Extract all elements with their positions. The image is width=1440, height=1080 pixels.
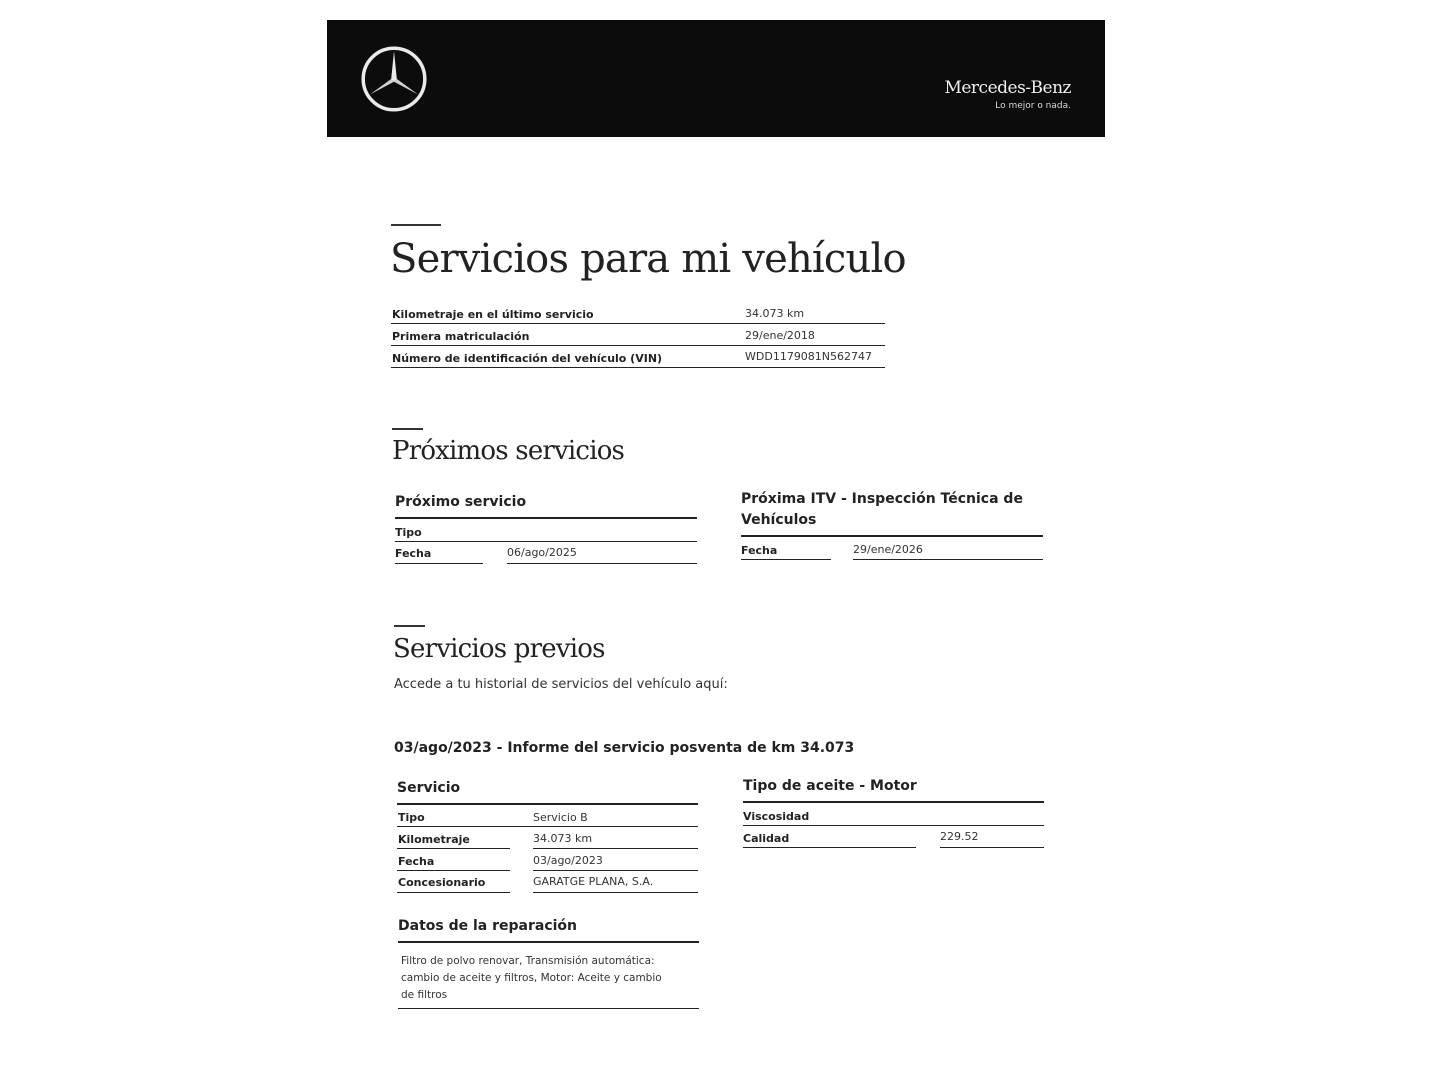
brand-slogan: Lo mejor o nada. [995,101,1071,111]
upcoming-title: Próximos servicios [392,436,625,466]
row-divider [391,345,885,346]
section-dash [394,625,425,627]
service-dealer-label: Concesionario [398,876,486,889]
service-mileage-value: 34.073 km [533,832,593,845]
report-title: 03/ago/2023 - Informe del servicio posventa de km 34.073 [394,740,855,756]
next-service-date-value: 06/ago/2025 [507,546,577,559]
service-date-value: 03/ago/2023 [533,854,603,867]
service-heading: Servicio [397,780,461,796]
repair-line: de filtros [401,989,448,1001]
oil-viscosity-label: Viscosidad [743,810,810,823]
repair-line: Filtro de polvo renovar, Transmisión automática: [401,955,655,967]
row-divider [397,848,510,849]
itv-date-label: Fecha [741,544,778,557]
vin-value: WDD1179081N562747 [745,350,873,363]
itv-date-value: 29/ene/2026 [853,543,923,556]
row-divider [741,559,831,560]
oil-quality-value: 229.52 [940,830,979,843]
mercedes-star-logo-icon [359,44,429,114]
service-date-label: Fecha [398,855,435,868]
row-divider [391,367,885,368]
next-service-heading: Próximo servicio [395,494,527,510]
repair-heading: Datos de la reparación [398,918,577,934]
row-divider [391,323,885,324]
next-service-type-label: Tipo [395,526,422,539]
first-registration-label: Primera matriculación [392,330,530,343]
previous-intro: Accede a tu historial de servicios del vehículo aquí: [394,677,728,692]
row-divider [397,870,510,871]
mileage-value: 34.073 km [745,307,805,320]
repair-line: cambio de aceite y filtros, Motor: Aceite y cambio [401,972,662,984]
next-service-date-label: Fecha [395,547,432,560]
row-divider [397,892,510,893]
brand-wordmark [944,78,1071,111]
service-dealer-value: GARATGE PLANA, S.A. [533,875,654,888]
previous-title: Servicios previos [393,634,605,664]
row-divider [398,1008,699,1009]
row-divider [940,847,1044,848]
row-divider [397,826,698,827]
row-divider [533,848,698,849]
header-banner [327,20,1105,137]
itv-heading-line2: Vehículos [741,512,817,528]
row-divider [533,870,698,871]
row-divider [395,541,697,542]
row-divider [533,892,698,893]
heading-divider [743,801,1044,803]
heading-divider [397,803,698,805]
section-dash [392,428,423,430]
page-title: Servicios para mi vehículo [390,236,906,282]
vin-label: Número de identificación del vehículo (VIN) [392,352,663,365]
row-divider [743,825,1044,826]
brand-name: Mercedes-Benz [944,78,1071,98]
service-mileage-label: Kilometraje [398,833,470,846]
itv-heading-line1: Próxima ITV - Inspección Técnica de [741,491,1023,507]
section-dash [391,224,441,226]
service-type-value: Servicio B [533,811,588,824]
first-registration-value: 29/ene/2018 [745,329,815,342]
mileage-label: Kilometraje en el último servicio [392,308,594,321]
row-divider [743,847,916,848]
oil-quality-label: Calidad [743,832,790,845]
heading-divider [398,941,699,943]
oil-heading: Tipo de aceite - Motor [743,778,917,794]
heading-divider [741,535,1043,537]
heading-divider [395,517,697,519]
row-divider [853,559,1043,560]
service-type-label: Tipo [398,811,425,824]
row-divider [507,563,697,564]
row-divider [395,563,483,564]
